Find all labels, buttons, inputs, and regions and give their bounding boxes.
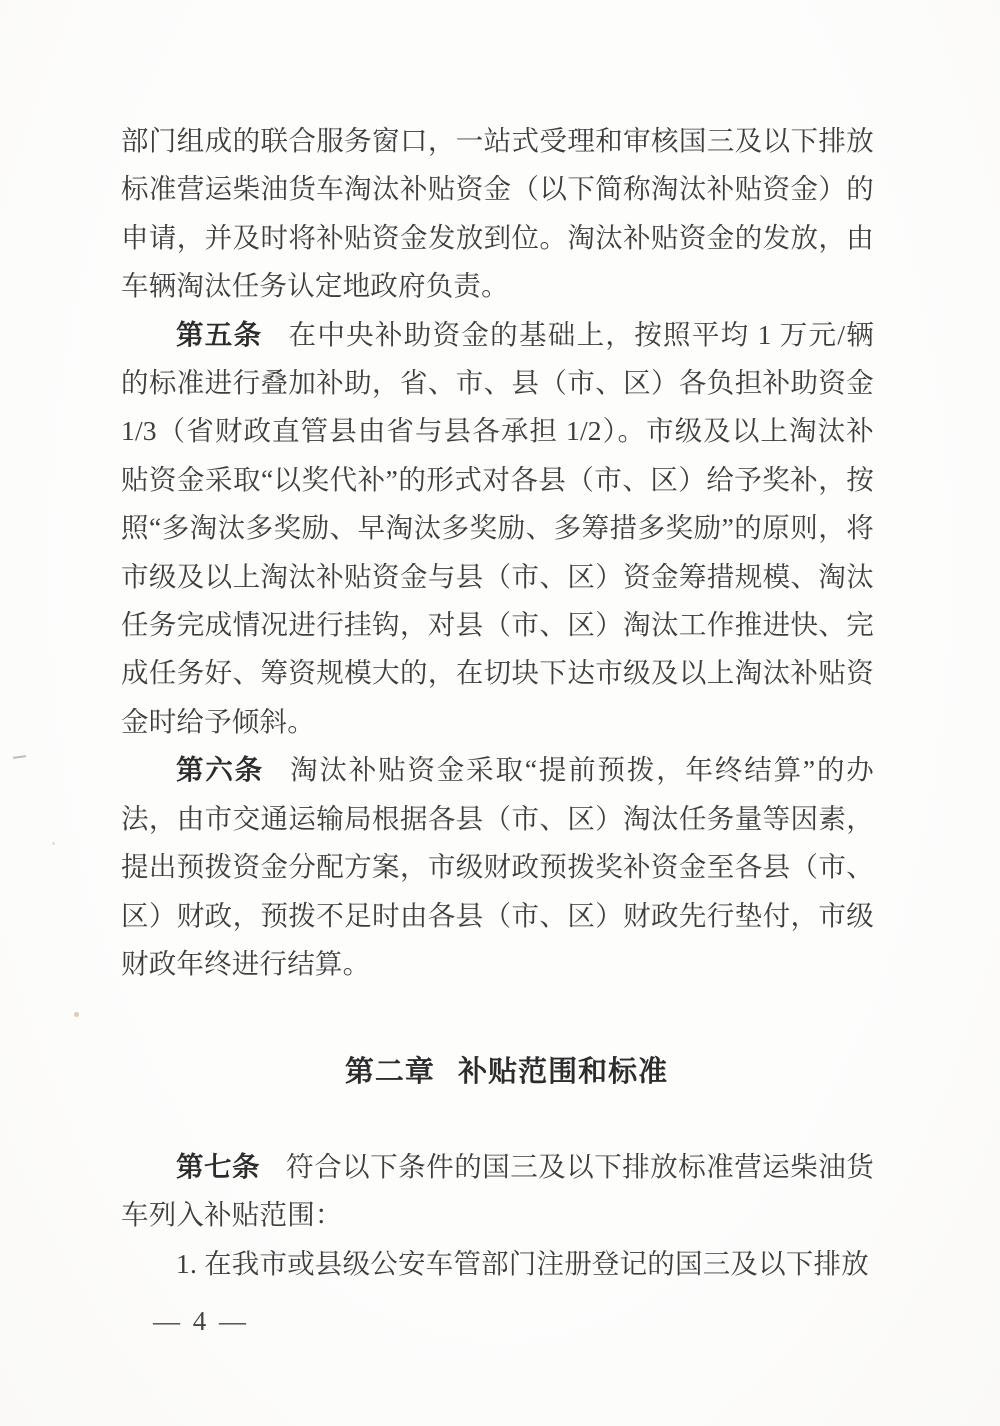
page-number: — 4 — xyxy=(153,1306,249,1336)
article-5-label: 第五条 xyxy=(176,318,263,350)
article-6-text: 淘汰补贴资金采取“提前预拨，年终结算”的办法，由市交通运输局根据各县（市、区）淘汰任务量等因素，提出预拨资金分配方案，市级财政预拨奖补资金至各县（市、区）财政，预拨不足时由各县（市、区）财政先行垫付，市级财政年终进行结算。 xyxy=(121,754,874,979)
scan-speck xyxy=(52,842,55,845)
chapter-title: 补贴范围和标准 xyxy=(458,1056,669,1089)
article-7-text: 符合以下条件的国三及以下排放标准营运柴油货车列入补贴范围： xyxy=(121,1150,874,1231)
scan-speck xyxy=(74,1012,79,1017)
chapter-number: 第二章 xyxy=(344,1056,435,1089)
article-6-paragraph xyxy=(121,746,874,988)
article-7-paragraph xyxy=(121,1143,874,1240)
chapter-heading xyxy=(121,1048,874,1096)
list-item-1: 1. 在我市或县级公安车管部门注册登记的国三及以下排放 xyxy=(176,1247,869,1279)
article-7-label: 第七条 xyxy=(176,1150,261,1182)
article-5-paragraph xyxy=(121,311,874,747)
paragraph-continuation: 部门组成的联合服务窗口，一站式受理和审核国三及以下排放标准营运柴油货车淘汰补贴资金（以下简称淘汰补贴资金）的申请，并及时将补贴资金发放到位。淘汰补贴资金的发放，由车辆淘汰任务认定地政府负责。 xyxy=(121,125,874,302)
article-6-label: 第六条 xyxy=(176,754,265,786)
scan-speck xyxy=(13,755,26,759)
document-body xyxy=(121,117,874,1288)
article-5-text: 在中央补助资金的基础上，按照平均 1 万元/辆的标准进行叠加补助，省、市、县（市、区）各负担补助资金 1/3（省财政直管县由省与县各承担 1/2）。市级及以上淘汰补贴资金采取“以奖代补”的形式对各县（市、区）给予奖补，按照“多淘汰多奖励、早淘汰多奖励、多筹措多奖励”的原则，将市级及以上淘汰补贴资金与县（市、区）资金筹措规模、淘汰任务完成情况进行挂钩，对县（市、区）淘汰工作推进快、完成任务好、筹资规模大的，在切块下达市级及以上淘汰补贴资金时给予倾斜。 xyxy=(121,318,874,737)
